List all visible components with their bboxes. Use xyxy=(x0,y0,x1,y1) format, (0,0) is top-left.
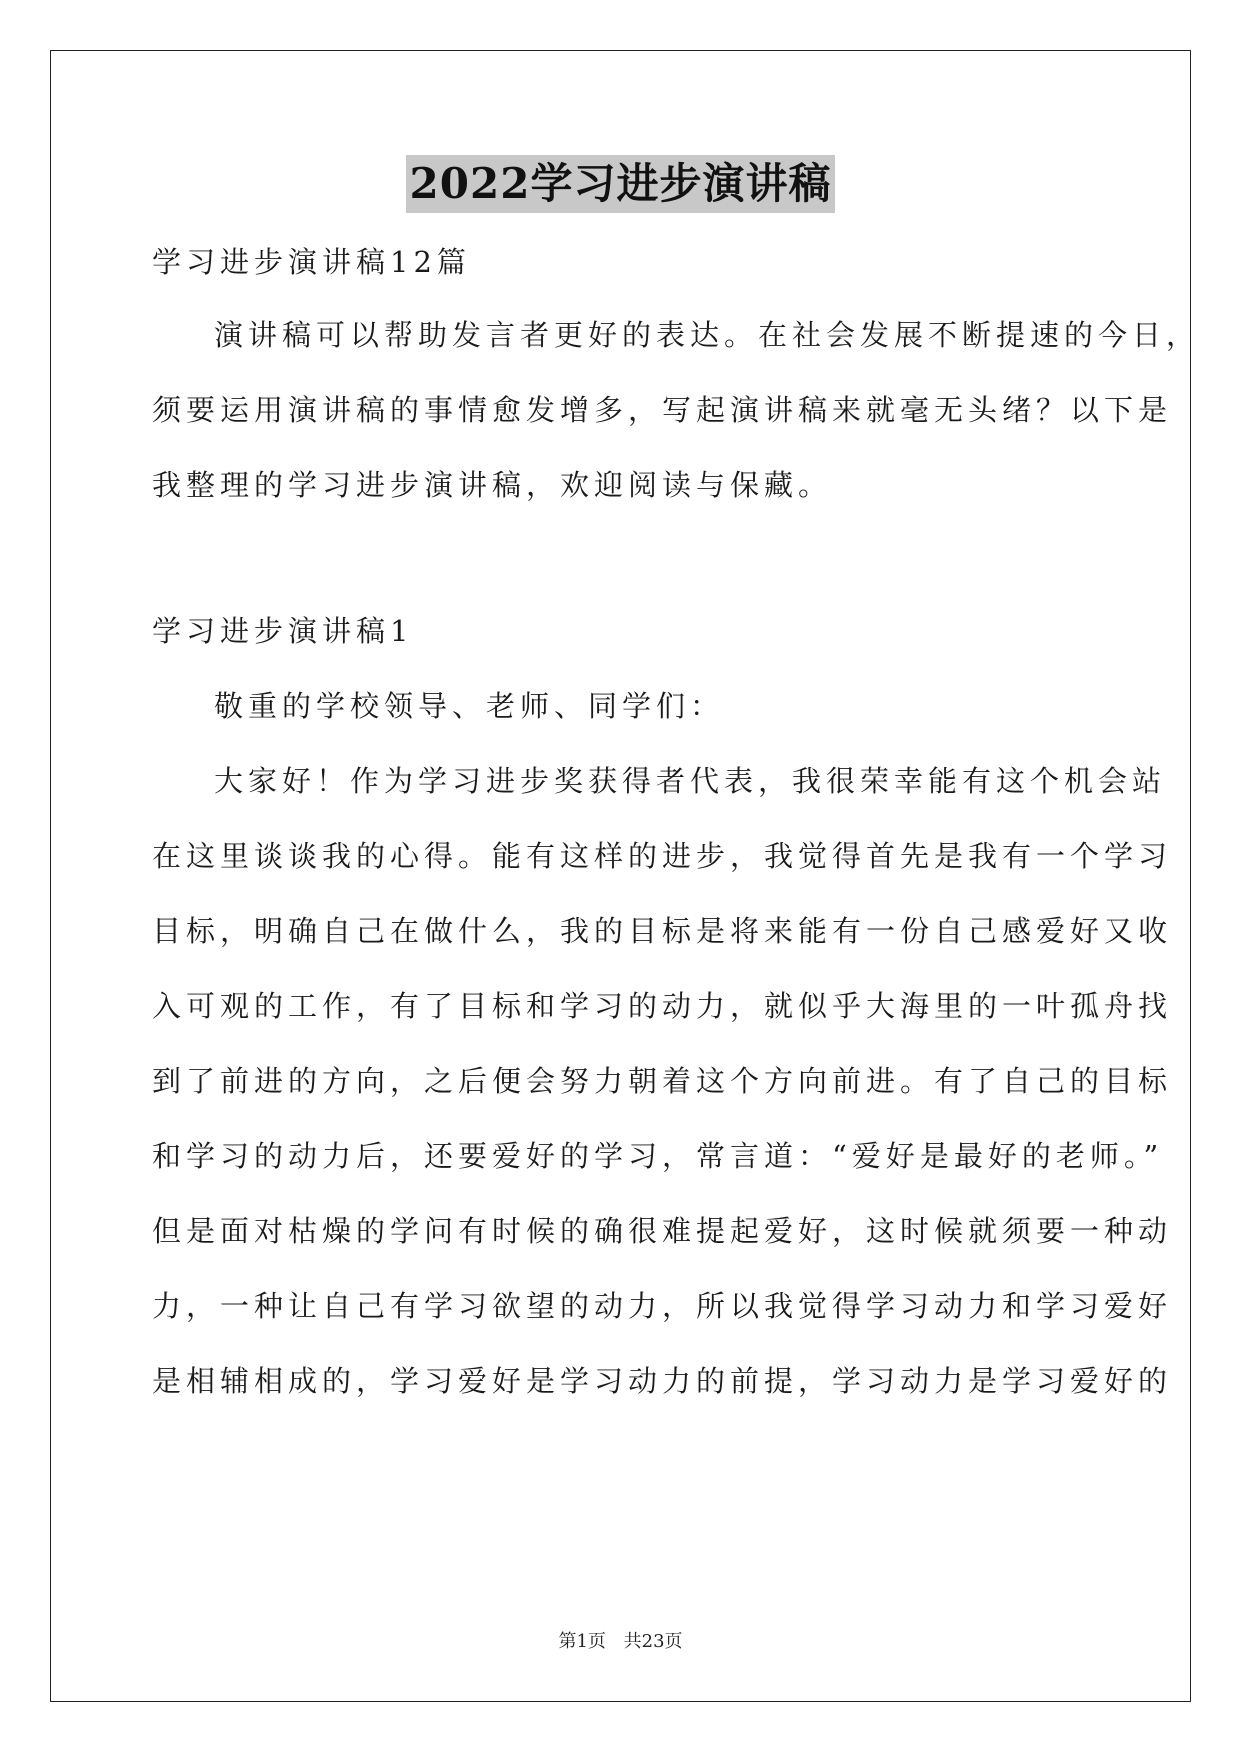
section-heading: 学习进步演讲稿1 xyxy=(152,614,414,648)
title-container xyxy=(0,155,1241,213)
page-total: 共23页 xyxy=(623,1631,683,1652)
body-line: 是相辅相成的，学习爱好是学习动力的前提，学习动力是学习爱好的 xyxy=(152,1364,1173,1398)
page-footer xyxy=(0,1627,1241,1653)
greeting: 敬重的学校领导、老师、同学们： xyxy=(214,689,725,723)
document-title: 2022学习进步演讲稿 xyxy=(406,155,836,213)
intro-line: 我整理的学习进步演讲稿，欢迎阅读与保藏。 xyxy=(152,468,833,502)
body-line: 和学习的动力后，还要爱好的学习，常言道：“爱好是最好的老师。” xyxy=(152,1139,1164,1173)
body-line: 目标，明确自己在做什么，我的目标是将来能有一份自己感爱好又收 xyxy=(152,914,1173,948)
body-line: 但是面对枯燥的学问有时候的确很难提起爱好，这时候就须要一种动 xyxy=(152,1214,1173,1248)
body-line: 力，一种让自己有学习欲望的动力，所以我觉得学习动力和学习爱好 xyxy=(152,1289,1173,1323)
page-border xyxy=(50,50,1191,1702)
body-line: 到了前进的方向，之后便会努力朝着这个方向前进。有了自己的目标 xyxy=(152,1064,1173,1098)
body-line: 大家好！作为学习进步奖获得者代表，我很荣幸能有这个机会站 xyxy=(214,764,1167,798)
subtitle: 学习进步演讲稿12篇 xyxy=(152,245,471,279)
page-number: 第1页 xyxy=(558,1631,606,1652)
intro-line: 须要运用演讲稿的事情愈发增多，写起演讲稿来就毫无头绪？以下是 xyxy=(152,393,1173,427)
intro-line: 演讲稿可以帮助发言者更好的表达。在社会发展不断提速的今日， xyxy=(214,318,1201,352)
body-line: 入可观的工作，有了目标和学习的动力，就似乎大海里的一叶孤舟找 xyxy=(152,989,1173,1023)
body-line: 在这里谈谈我的心得。能有这样的进步，我觉得首先是我有一个学习 xyxy=(152,839,1173,873)
